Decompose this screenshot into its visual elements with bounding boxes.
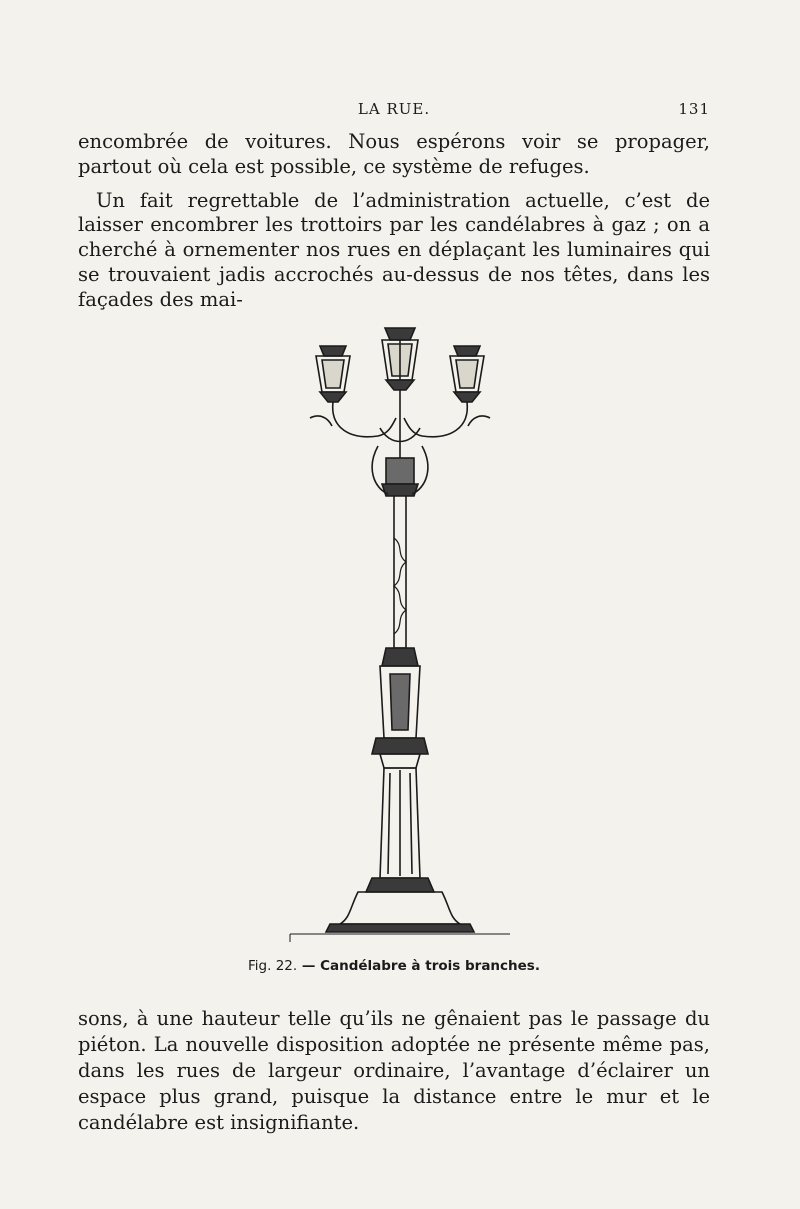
paragraph-candelabres: Un fait regrettable de l’administration actuelle, c’est de laisser encombrer les trottoirs par les candélabres à gaz ; on a cherché à ornementer nos rues en déplaçant les luminaires qui se trouvaient jadis accrochés au-dessus de nos têtes, dans les façades des mai- (78, 188, 710, 311)
running-title: LA RUE. (357, 100, 431, 118)
figure-title: — Candélabre à trois branches. (301, 958, 540, 974)
paragraph-continuation: encombrée de voitures. Nous espérons voir se propager, partout où cela est possible, ce système de refuges. (78, 130, 710, 178)
page-header (78, 100, 710, 124)
text-block-bottom (78, 1006, 710, 1136)
figure-illustration (270, 318, 530, 958)
page-number: 131 (678, 100, 710, 118)
figure-caption (78, 958, 710, 974)
paragraph-continuation-bottom: sons, à une hauteur telle qu’ils ne gênaient pas le passage du piéton. La nouvelle disposition adoptée ne présente même pas, dans les rues de largeur ordinaire, l’avantage d’éclairer un espace plus grand, puisque la distance entre le mur et le candélabre est insignifiante. (78, 1007, 710, 1134)
candelabra-illustration-icon (270, 318, 530, 958)
figure-label: Fig. 22. (248, 958, 298, 974)
text-block-top (78, 130, 710, 313)
